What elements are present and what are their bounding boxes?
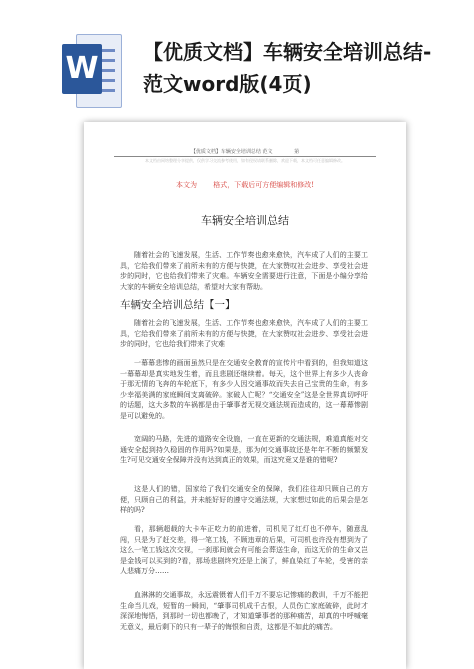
word-logo-icon: W	[62, 44, 102, 94]
paragraph-6: 血淋淋的交通事故，永远震慑着人们千万不要忘记惨痛的教训，千万不能把生命当儿戏，短暂的一瞬间，“肇事司机成千古恨，人员伤亡家庭破碎，此时才深深地悔悟，到那时一切也都晚了，才知道肇事者的那种痛苦，却真的中呼喊毫无意义，最后剩下的只有一辈子的悔恨和自责，这都是不如此的痛苦。	[120, 591, 368, 631]
document-title: 车辆安全培训总结	[201, 214, 289, 227]
paragraph-2: 一幕幕悲惨的画面虽然只是在交通安全教育的宣传片中看到的，但我知道这一幕幕却是真实地发生着，而且悲剧还继续着。每天，这个世界上有多少人丧命于那无情的飞奔的车轮底下，有多少人因交通事故而失去自己宝贵的生命，有多少幸福美满的家庭瞬间支离破碎。家破人亡呢？“交通安全”这是全世界真切呼吁的话题，这大多数的车祸都是由于肇事者无视交通法规而造成的，这一幕幕惨剧是可以避免的。	[120, 359, 368, 420]
paragraph-3: 宽阔的马路，先进的道路安全设施，一直在更新的交通法规，难道真能对交通安全起到持久稳固的作用吗?如果是，那为何交通事故还是年年不断的频繁发生?可见交通安全保障并没有达到真正的效果，而这究竟又是谁的错呢?	[120, 435, 368, 464]
edit-notice-part-1: 本文为	[175, 181, 197, 189]
section-heading-1: 车辆安全培训总结【一】	[120, 299, 236, 311]
page-header	[114, 148, 376, 157]
word-document-icon	[62, 34, 120, 106]
document-banner	[0, 0, 474, 128]
edit-notice	[84, 180, 406, 190]
paragraph-5: 看，那辆超载的大卡车正吃力的前进着，司机见了红灯也不停车，随意乱闯，只是为了赶交差，得一笔工钱，不顾违章的后果，可司机也许没有想到为了这么一笔工钱这次交视，一刹那间就会有可能会葬送生命，而这无价的生命又岂是金钱可以买到的?看，那场悲剧终究还是上演了，鲜血染红了车轮，受害的亲人悲痛万分……	[120, 525, 368, 575]
page-header-text: 【优质文档】车辆安全培训总结 范文	[190, 149, 273, 155]
page-header-page: 第	[294, 149, 300, 155]
banner-title[interactable]: 【优质文档】车辆安全培训总结-范文word版(4页)	[143, 40, 432, 96]
intro-paragraph: 随着社会的飞速发展，生活、工作节奏也愈来愈快，汽车成了人们的主要工具，它给我们带来了前所未有的方便与快捷，在大家赞叹社会进步、享受社会进步的同时，它也给我们带来了灾难。车辆安全需要进行注意，下面是小编分享给大家的车辆安全培训总结，希望对大家有帮助。	[120, 251, 368, 291]
document-page-preview[interactable]	[84, 122, 406, 669]
edit-notice-part-2: 格式，下载后可方便编辑和修改!	[213, 181, 315, 189]
paragraph-1: 随着社会的飞速发展，生活、工作节奏也愈来愈快，汽车成了人们的主要工具，它给我们带来了前所未有的方便与快捷，在大家赞叹社会进步、享受社会进步的同时，它也给我们带来了灾难	[120, 319, 368, 348]
watermark-line: 本文档由网络整理分享提供，仅供学习交流参考使用，如有侵权请联系删除，欢迎下载，本文档可任意编辑修改。	[145, 158, 345, 163]
paragraph-4: 这是人们的错，国家给了我们交通安全的保障，我们往往却只顾自己的方便，只顾自己的利益，并未能好好的遵守交通法规，大家想过如此的后果会是怎样的吗?	[120, 485, 368, 514]
